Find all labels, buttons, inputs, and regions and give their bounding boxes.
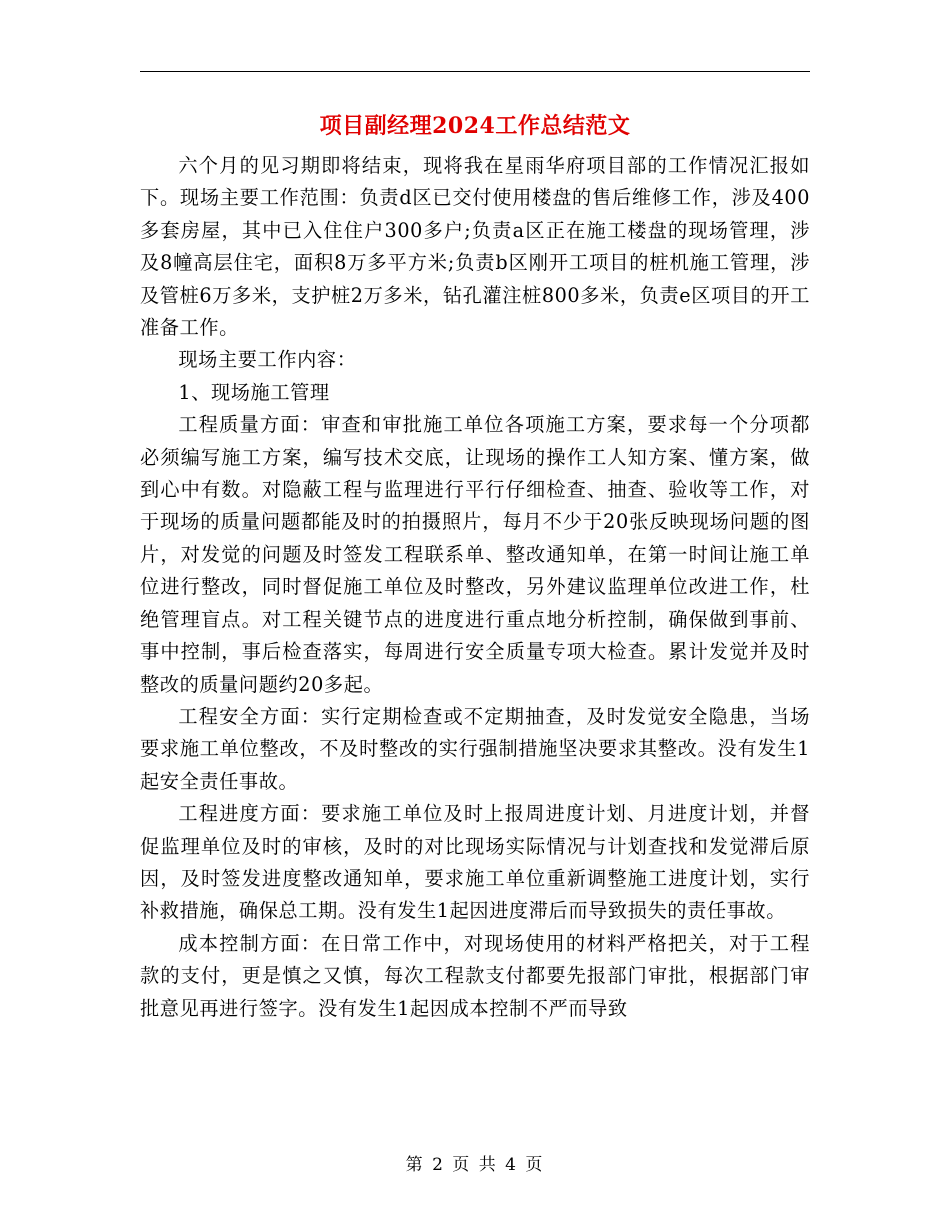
paragraph: 现场主要工作内容： [178,348,357,372]
paragraph: 工程进度方面：要求施工单位及时上报周进度计划、月进度计划，并督促监理单位及时的审核，及时的对比现场实际情况与计划查找和发觉滞后原因，及时签发进度整改通知单，要求施工单位重新调整施工进度计划，实行补救措施，确保总工期。没有发生1起因进度滞后而导致损失的责任事故。 [140,802,810,923]
document-body [140,150,810,1025]
paragraph: 六个月的见习期即将结束，现将我在星雨华府项目部的工作情况汇报如下。现场主要工作范围：负责d区已交付使用楼盘的售后维修工作，涉及400多套房屋，其中已入住住户300多户;负责a区正在施工楼盘的现场管理，涉及8幢高层住宅，面积8万多平方米;负责b区刚开工项目的桩机施工管理，涉及管桩6万多米，支护桩2万多米，钻孔灌注桩800多米，负责e区项目的开工准备工作。 [140,154,810,340]
page-number-footer: 第 2 页 共 4 页 [405,1155,545,1175]
paragraph: 成本控制方面：在日常工作中，对现场使用的材料严格把关，对于工程款的支付，更是慎之又慎，每次工程款支付都要先报部门审批，根据部门审批意见再进行签字。没有发生1起因成本控制不严而导致 [140,931,810,1020]
header-rule [140,71,810,72]
paragraph: 工程安全方面：实行定期检查或不定期抽查，及时发觉安全隐患，当场要求施工单位整改，不及时整改的实行强制措施坚决要求其整改。没有发生1起安全责任事故。 [140,704,810,793]
document-title: 项目副经理2024工作总结范文 [319,113,631,139]
paragraph: 工程质量方面：审查和审批施工单位各项施工方案，要求每一个分项都必须编写施工方案，编写技术交底，让现场的操作工人知方案、懂方案，做到心中有数。对隐蔽工程与监理进行平行仔细检查、抽查、验收等工作，对于现场的质量问题都能及时的拍摄照片，每月不少于20张反映现场问题的图片，对发觉的问题及时签发工程联系单、整改通知单，在第一时间让施工单位进行整改，同时督促施工单位及时整改，另外建议监理单位改进工作，杜绝管理盲点。对工程关键节点的进度进行重点地分析控制，确保做到事前、事中控制，事后检查落实，每周进行安全质量专项大检查。累计发觉并及时整改的质量问题约20多起。 [140,413,810,696]
paragraph: 1、现场施工管理 [178,380,330,404]
